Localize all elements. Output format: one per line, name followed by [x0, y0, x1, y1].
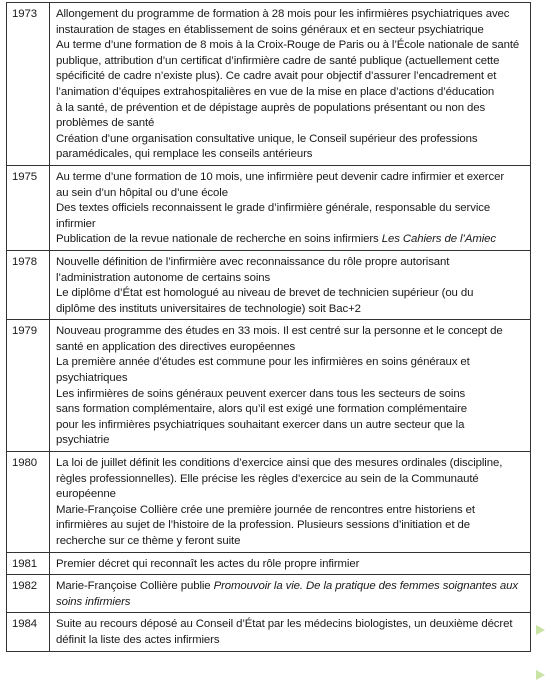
publication-title-continued: soins infirmiers — [56, 595, 131, 608]
event-text-line: publique, attribution d’un certificat d’infirmière cadre de santé publique (actuellement cette — [56, 54, 500, 67]
publication-line — [56, 579, 526, 595]
event-description-cell — [50, 452, 531, 553]
event-text-line: santé en application des directives européennes — [56, 340, 296, 353]
event-text-line: psychiatriques — [56, 372, 128, 385]
event-paragraph — [56, 201, 526, 232]
publication-title: Les Cahiers de l’Amiec — [381, 233, 497, 246]
publication-line — [56, 595, 526, 611]
event-description-cell — [50, 552, 531, 575]
event-text-line: Allongement du programme de formation à 28 mois pour les infirmières psychiatriques avec — [56, 8, 510, 20]
timeline-row-1979 — [7, 320, 531, 452]
event-text-line: européenne — [56, 488, 116, 501]
year-cell: 1980 — [7, 452, 50, 553]
year-cell: 1984 — [7, 613, 50, 651]
event-text-line: pour les infirmières psychiatriques souhaitant exercer dans un autre secteur que la — [56, 418, 465, 431]
event-paragraph — [56, 503, 526, 550]
timeline-body — [7, 3, 531, 652]
event-description-cell — [50, 320, 531, 452]
publication-title: Promouvoir la vie. De la pratique des femmes soignantes aux — [213, 580, 518, 593]
event-text-line: Suite au recours déposé au Conseil d’État par les médecins biologistes, un deuxième décret — [56, 618, 513, 631]
event-text-line: Création d’une organisation consultative unique, le Conseil supérieur des professions — [56, 132, 478, 145]
event-description-cell — [50, 575, 531, 613]
event-description-cell — [50, 3, 531, 166]
event-text-line: règles professionnelles). Elle précise les règles d’exercice au sein de la Communauté — [56, 472, 479, 485]
event-text-line: Premier décret qui reconnaît les actes du rôle propre infirmier — [56, 557, 360, 570]
publication-paragraph — [56, 232, 526, 248]
timeline-row-1981 — [7, 552, 531, 575]
event-paragraph — [56, 355, 526, 386]
publication-text: Publication de la revue nationale de recherche en soins infirmiers — [56, 233, 382, 246]
event-text-line: l’administration autonome de certains soins — [56, 271, 271, 284]
event-text-line: spécificité de cadre n’existe plus). Ce cadre avait pour objectif d’assurer l’encadrement et — [56, 70, 497, 83]
year-cell: 1981 — [7, 552, 50, 575]
event-description-cell — [50, 250, 531, 319]
event-text-line: paramédicales, qui remplace les conseils antérieurs — [56, 148, 313, 161]
event-description-cell — [50, 165, 531, 250]
event-paragraph — [56, 170, 526, 201]
event-text-line: Nouvelle définition de l’infirmière avec reconnaissance du rôle propre autorisant — [56, 255, 450, 268]
event-text-line: Des textes officiels reconnaissent le grade d’infirmière générale, responsable du service — [56, 202, 491, 215]
event-paragraph — [56, 456, 526, 503]
year-cell: 1978 — [7, 250, 50, 319]
event-text-line: l’animation d’équipes extrahospitalières en vue de la mise en place d’actions d’éducation — [56, 85, 495, 98]
event-text-line: instauration de stages en établissement de soins généraux et en secteur psychiatrique — [56, 23, 484, 36]
event-text-line: recherche sur ce thème y feront suite — [56, 535, 241, 547]
event-text-line: Les infirmières de soins généraux peuvent exercer dans tous les secteurs de soins — [56, 387, 466, 400]
event-text-line: Le diplôme d’État est homologué au niveau de brevet de technicien supérieur (ou du — [56, 287, 474, 300]
year-cell: 1982 — [7, 575, 50, 613]
timeline-row-1975 — [7, 165, 531, 250]
year-cell: 1979 — [7, 320, 50, 452]
event-paragraph — [56, 557, 526, 573]
event-text-line: sans formation complémentaire, alors qu’il est exigé une formation complémentaire — [56, 403, 468, 416]
publication-paragraph — [56, 579, 526, 610]
event-paragraph — [56, 387, 526, 449]
timeline-row-1980 — [7, 452, 531, 553]
event-text-line: Marie-Françoise Collière crée une première journée de rencontres entre historiens et — [56, 503, 475, 516]
event-text-line: diplôme des instituts universitaires de technologie) soit Bac+2 — [56, 302, 361, 315]
event-paragraph — [56, 132, 526, 163]
event-paragraph — [56, 255, 526, 286]
event-text-line: à la santé, de prévention et de dépistage auprès de populations présentant ou non des — [56, 101, 486, 114]
history-timeline-table — [6, 2, 531, 652]
event-text-line: La loi de juillet définit les conditions d’exercice ainsi que des mesures ordinales (discipline, — [56, 457, 503, 470]
event-text-line: problèmes de santé — [56, 117, 155, 130]
event-text-line: infirmier — [56, 217, 96, 230]
next-page-arrow-icon[interactable] — [536, 670, 545, 680]
event-description-cell — [50, 613, 531, 651]
timeline-row-1978 — [7, 250, 531, 319]
event-paragraph — [56, 38, 526, 132]
event-text-line: psychiatrie — [56, 434, 110, 447]
event-text-line: La première année d’études est commune pour les infirmières en soins généraux et — [56, 356, 470, 369]
next-page-arrow-icon[interactable] — [536, 625, 545, 635]
year-cell: 1975 — [7, 165, 50, 250]
event-paragraph — [56, 617, 526, 648]
event-paragraph — [56, 7, 526, 38]
year-cell: 1973 — [7, 3, 50, 166]
event-paragraph — [56, 286, 526, 317]
event-text-line: Au terme d’une formation de 8 mois à la Croix-Rouge de Paris ou à l’École nationale de santé — [56, 39, 520, 52]
event-text-line: Au terme d’une formation de 10 mois, une infirmière peut devenir cadre infirmier et exercer — [56, 170, 505, 183]
timeline-row-1984 — [7, 613, 531, 651]
publication-text: Marie-Françoise Collière publie — [56, 580, 214, 593]
publication-line — [56, 232, 526, 248]
timeline-row-1973 — [7, 3, 531, 166]
event-text-line: définit la liste des actes infirmiers — [56, 633, 220, 646]
event-text-line: infirmières au sujet de l’histoire de la profession. Plusieurs sessions d’initiation et de — [56, 519, 470, 532]
event-paragraph — [56, 324, 526, 355]
event-text-line: Nouveau programme des études en 33 mois. Il est centré sur la personne et le concept de — [56, 325, 503, 338]
event-text-line: au sein d’un hôpital ou d’une école — [56, 186, 228, 199]
timeline-row-1982 — [7, 575, 531, 613]
